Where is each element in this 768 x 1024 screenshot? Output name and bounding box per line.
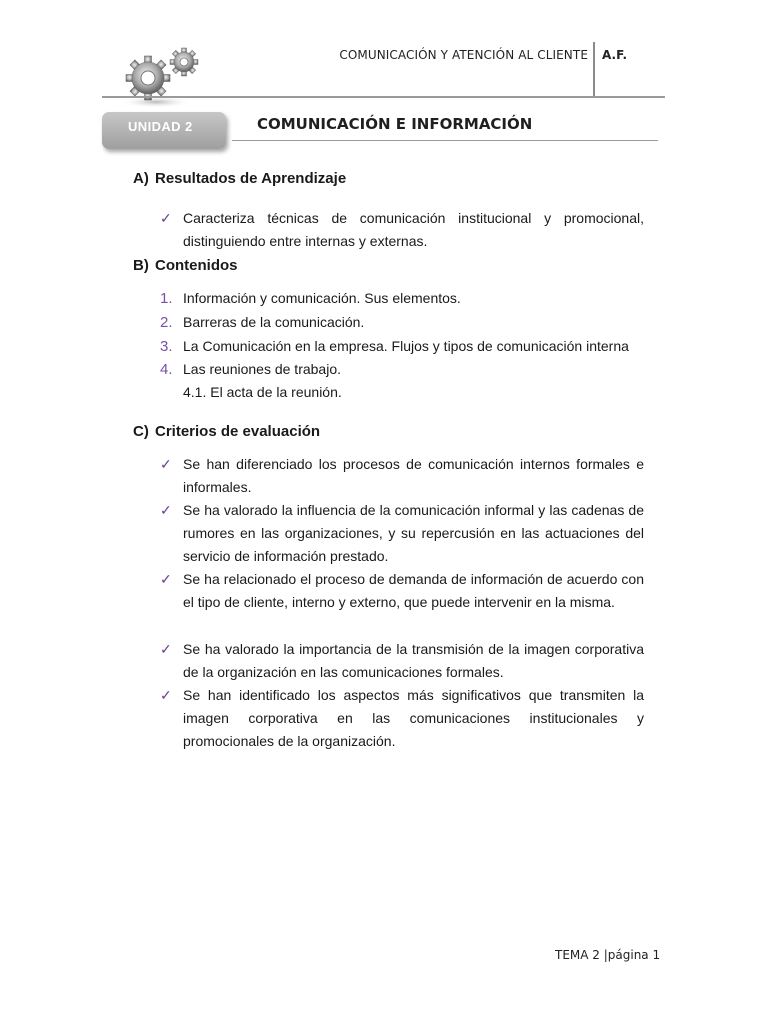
- list-item-text: Caracteriza técnicas de comunicación institucional y promocional, distinguiendo entre internas y externas.: [183, 210, 644, 250]
- numbered-item: [160, 287, 644, 310]
- numbered-item: [160, 335, 644, 358]
- item-number: 2.: [160, 314, 173, 331]
- list-item-text: Barreras de la comunicación.: [183, 314, 365, 330]
- checkmark-icon: ✓: [160, 456, 172, 472]
- list-item: [160, 638, 644, 684]
- gears-icon: [112, 46, 212, 110]
- header-divider: [593, 42, 595, 96]
- numbered-item: [160, 311, 644, 334]
- list-item: [160, 568, 644, 614]
- section-title: Criterios de evaluación: [155, 423, 321, 440]
- header-rule: [102, 96, 665, 98]
- list-item-text: Información y comunicación. Sus elementos.: [183, 290, 461, 306]
- section-heading-c: [133, 423, 320, 440]
- list-item: [160, 207, 644, 253]
- section-letter: B): [133, 257, 149, 274]
- course-code: A.F.: [602, 48, 628, 62]
- sub-item-text: 4.1. El acta de la reunión.: [183, 384, 342, 400]
- checkmark-icon: ✓: [160, 571, 172, 587]
- item-number: 1.: [160, 290, 173, 307]
- list-item: [160, 684, 644, 754]
- item-number: 3.: [160, 338, 173, 355]
- list-item-text: Se ha valorado la importancia de la transmisión de la imagen corporativa de la organización en las comunicaciones formales.: [183, 641, 644, 681]
- section-letter: A): [133, 170, 149, 187]
- list-item-text: Las reuniones de trabajo.: [183, 361, 341, 377]
- unit-badge-label: UNIDAD 2: [128, 119, 193, 134]
- list-item: [160, 499, 644, 569]
- numbered-item: [160, 358, 644, 381]
- list-item: [160, 453, 644, 499]
- unit-title: COMUNICACIÓN E INFORMACIÓN: [257, 115, 533, 133]
- list-item-text: Se han diferenciado los procesos de comunicación internos formales e informales.: [183, 456, 644, 496]
- sub-item: [160, 381, 644, 404]
- checkmark-icon: ✓: [160, 687, 172, 703]
- list-item-text: Se ha relacionado el proceso de demanda de información de acuerdo con el tipo de cliente, interno y externo, que puede intervenir en la misma.: [183, 571, 644, 611]
- unit-badge: [102, 112, 226, 149]
- course-title: COMUNICACIÓN Y ATENCIÓN AL CLIENTE: [339, 48, 588, 62]
- section-heading-b: [133, 257, 238, 274]
- section-title: Resultados de Aprendizaje: [155, 170, 347, 187]
- list-item-text: La Comunicación en la empresa. Flujos y tipos de comunicación interna: [183, 338, 629, 354]
- unit-title-rule: [232, 140, 658, 141]
- item-number: 4.: [160, 361, 173, 378]
- section-title: Contenidos: [155, 257, 238, 274]
- list-item-text: Se han identificado los aspectos más significativos que transmiten la imagen corporativa en las comunicaciones institucionales y promocionales de la organización.: [183, 687, 644, 750]
- page-footer: TEMA 2 |página 1: [555, 948, 661, 962]
- checkmark-icon: ✓: [160, 641, 172, 657]
- checkmark-icon: ✓: [160, 502, 172, 518]
- section-heading-a: [133, 170, 346, 187]
- section-letter: C): [133, 423, 149, 440]
- list-item-text: Se ha valorado la influencia de la comunicación informal y las cadenas de rumores en las organizaciones, y su repercusión en las actuaciones del servicio de información prestado.: [183, 502, 644, 565]
- checkmark-icon: ✓: [160, 210, 172, 226]
